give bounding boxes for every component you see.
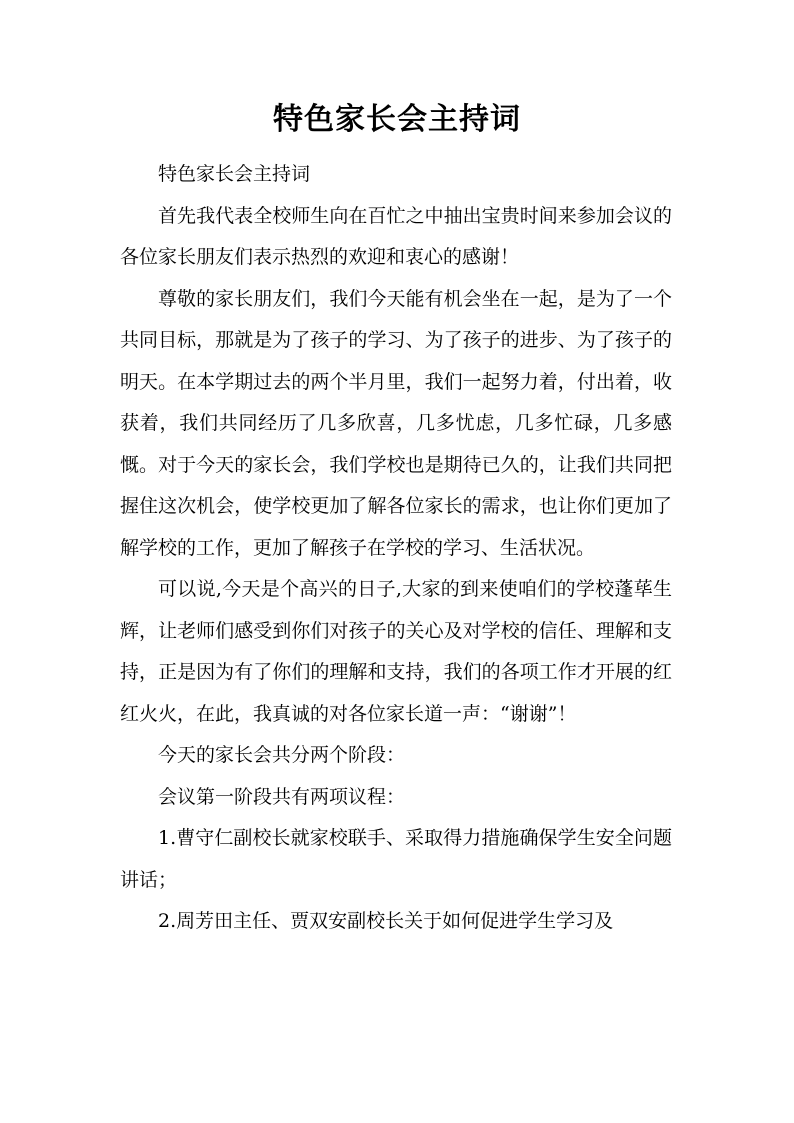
document-title: 特色家长会主持词 <box>273 102 521 137</box>
agenda-item-2: 2.周芳田主任、贾双安副校长关于如何促进学生学习及 <box>158 910 614 932</box>
document-body <box>120 154 672 943</box>
welcome-paragraph: 首先我代表全校师生向在百忙之中抽出宝贵时间来参加会议的各位家长朋友们表示热烈的欢迎和衷心的感谢！ <box>120 204 672 268</box>
agenda-paragraph: 会议第一阶段共有两项议程： <box>158 785 406 808</box>
stages-paragraph: 今天的家长会共分两个阶段： <box>158 744 406 766</box>
thanks-paragraph: 可以说,今天是个高兴的日子,大家的到来使咱们的学校蓬荜生辉，让老师们感受到你们对孩子的关心及对学校的信任、理解和支持，正是因为有了你们的理解和支持，我们的各项工作才开展的红红火火，在此，我真诚的对各位家长道一声：“谢谢”！ <box>120 578 672 725</box>
subtitle-paragraph: 特色家长会主持词 <box>158 163 311 185</box>
agenda-item-1: 1.曹守仁副校长就家校联手、采取得力措施确保学生安全问题讲话； <box>120 827 672 891</box>
greeting-paragraph: 尊敬的家长朋友们，我们今天能有机会坐在一起，是为了一个共同目标，那就是为了孩子的学习、为了孩子的进步、为了孩子的明天。在本学期过去的两个半月里，我们一起努力着，付出着，收获着，我们共同经历了几多欣喜，几多忧虑，几多忙碌，几多感慨。对于今天的家长会，我们学校也是期待已久的，让我们共同把握住这次机会，使学校更加了解各位家长的需求，也让你们更加了解学校的工作，更加了解孩子在学校的学习、生活状况。 <box>120 287 672 559</box>
